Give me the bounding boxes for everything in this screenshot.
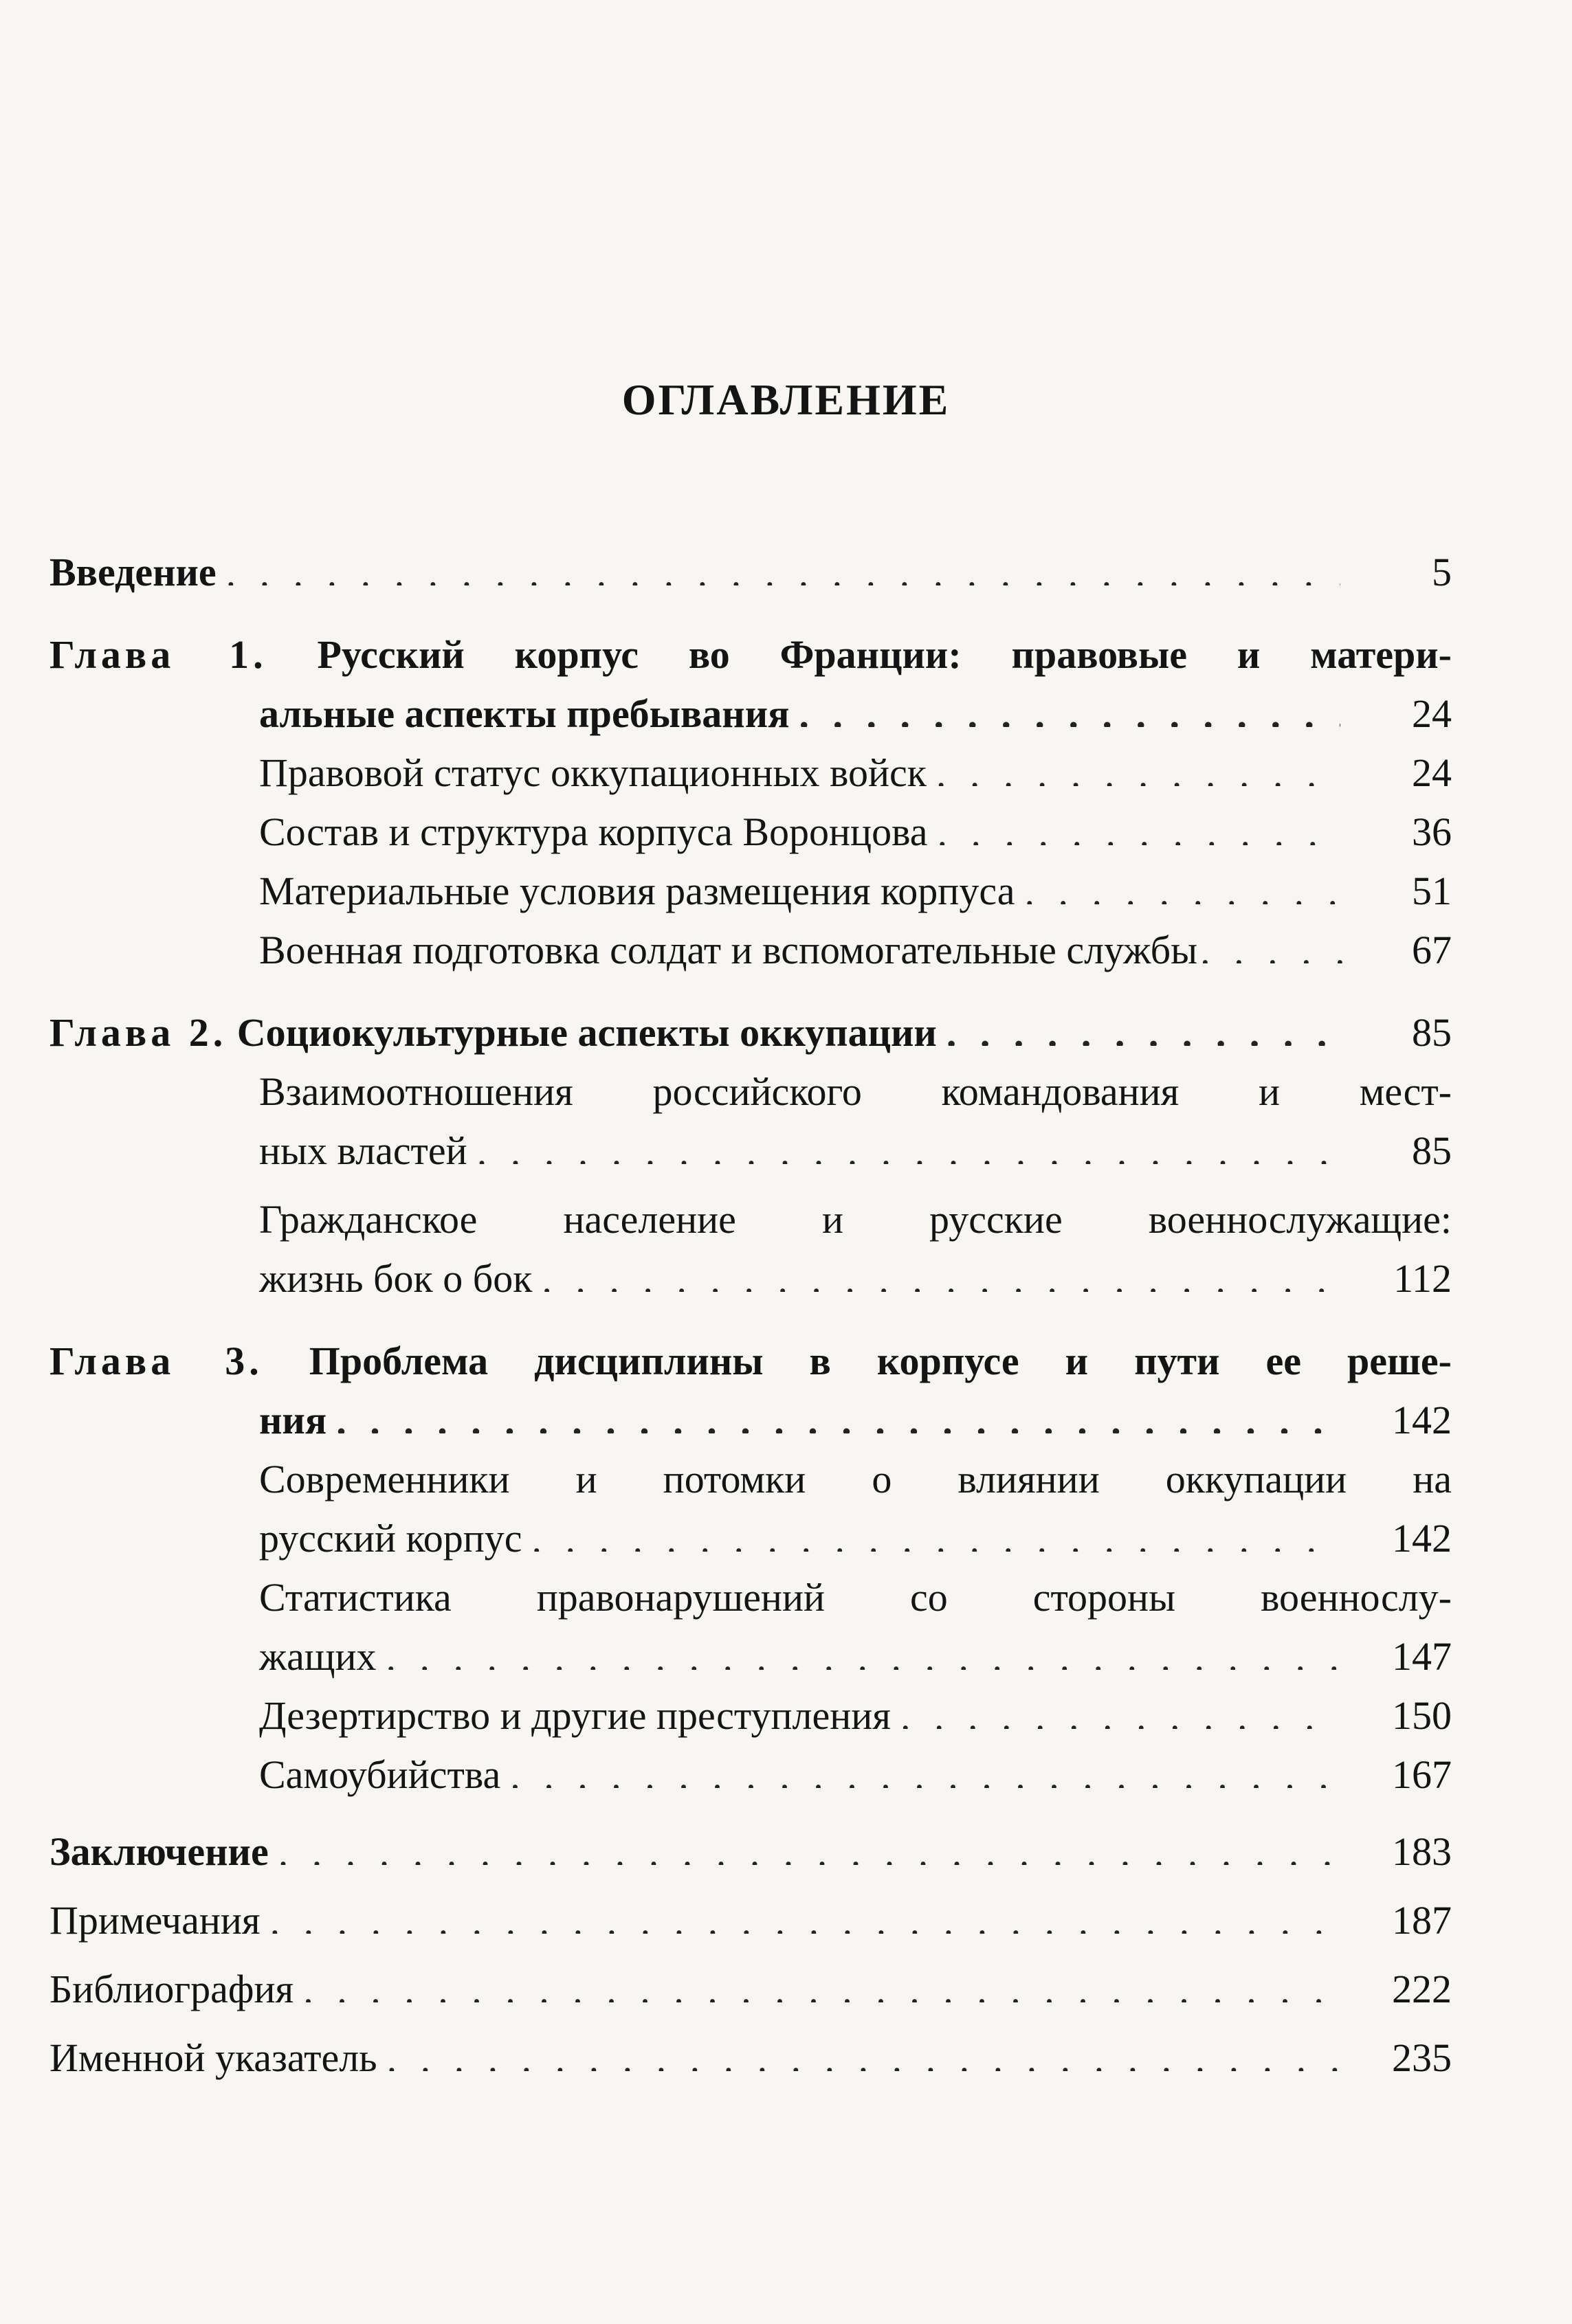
leader-dots (278, 1823, 1340, 1865)
toc-entry-section[interactable] (49, 1062, 1452, 1181)
toc-entry-section[interactable] (49, 1190, 1452, 1308)
leader-dots (946, 1004, 1340, 1046)
chapter-prefix: Глава 2. (49, 1010, 228, 1055)
page-number: 85 (1412, 1128, 1452, 1173)
toc-entry-conclusion[interactable] (49, 1822, 1452, 1881)
page-number: 222 (1392, 1967, 1452, 2011)
leader-dots (900, 1687, 1340, 1729)
page-number: 167 (1392, 1752, 1452, 1797)
page-number: 235 (1392, 2035, 1452, 2080)
chapter-title-line-1: Русский корпус во Франции: правовые и матери- (317, 632, 1452, 677)
leader-dots (270, 1892, 1340, 1934)
section-title-line-2: жизнь бок о бок (259, 1256, 533, 1301)
toc-entry-chapter-1[interactable] (49, 625, 1452, 744)
toc-entry-section[interactable] (49, 862, 1452, 921)
leader-dots (1200, 921, 1346, 963)
page-number: 36 (1412, 809, 1452, 854)
chapter-title-line-1: Социокультурные аспекты оккупации (236, 1010, 937, 1055)
section-title-line-2: ных властей (259, 1128, 467, 1173)
toc-entry-notes[interactable] (49, 1891, 1452, 1950)
chapter-prefix: Глава 1. (49, 632, 267, 677)
section-title-line-1: Современники и потомки о влиянии оккупации на (259, 1457, 1452, 1501)
toc-entry-intro[interactable] (49, 543, 1452, 602)
toc-chapter-line (49, 625, 1452, 684)
section-title: Дезертирство и другие преступления (259, 1693, 891, 1738)
page-number: 112 (1393, 1256, 1452, 1301)
toc-entry-chapter-2[interactable] (49, 1003, 1452, 1062)
toc-entry-index[interactable] (49, 2029, 1452, 2088)
leader-dots (387, 2029, 1340, 2071)
section-title-line-1: Статистика правонарушений со стороны военнослу- (259, 1575, 1452, 1620)
toc-entry-section[interactable] (49, 803, 1452, 862)
page-number: 150 (1392, 1693, 1452, 1738)
leader-dots (937, 803, 1340, 845)
leader-dots (226, 544, 1340, 585)
leader-dots (336, 1392, 1340, 1433)
chapter-title-line-2: альные аспекты пребывания (259, 691, 790, 736)
leader-dots (510, 1746, 1340, 1788)
leader-dots (799, 685, 1340, 727)
toc-entry-chapter-3[interactable] (49, 1332, 1452, 1450)
page-number: 24 (1412, 691, 1452, 736)
page-number: 5 (1432, 550, 1452, 594)
toc-label: Библиография (49, 1967, 294, 2011)
section-title: Состав и структура корпуса Воронцова (259, 809, 928, 854)
page-number: 183 (1392, 1829, 1452, 1874)
leader-dots (542, 1250, 1340, 1292)
leader-dots (532, 1510, 1341, 1552)
leader-dots (386, 1628, 1340, 1670)
toc-entry-section[interactable] (49, 1568, 1452, 1686)
page-number: 67 (1412, 928, 1452, 972)
toc-label: Именной указатель (49, 2035, 377, 2080)
chapter-title-line-2: ния (259, 1398, 327, 1442)
chapter-prefix: Глава 3. (49, 1339, 263, 1383)
toc-entry-section[interactable] (49, 1450, 1452, 1568)
page-number: 187 (1392, 1898, 1452, 1943)
toc-label: Примечания (49, 1898, 261, 1943)
toc-entry-bibliography[interactable] (49, 1960, 1452, 2019)
section-title: Военная подготовка солдат и вспомогательные службы (259, 928, 1198, 972)
page-number: 24 (1412, 750, 1452, 795)
section-title-line-1: Взаимоотношения российского командования и мест- (259, 1069, 1452, 1114)
toc-label: Введение (49, 550, 217, 594)
page-number: 51 (1412, 869, 1452, 913)
chapter-title-line-1: Проблема дисциплины в корпусе и пути ее реше- (309, 1339, 1452, 1383)
leader-dots (936, 744, 1340, 786)
toc-chapter-line (49, 1332, 1452, 1391)
page-number: 142 (1392, 1398, 1452, 1442)
section-title-line-2: жащих (259, 1634, 377, 1679)
toc-label: Заключение (49, 1829, 269, 1874)
page-number: 147 (1392, 1634, 1452, 1679)
toc-entry-section[interactable] (49, 744, 1452, 803)
toc-entry-section[interactable] (49, 1745, 1452, 1805)
leader-dots (1025, 862, 1340, 904)
page-title: ОГЛАВЛЕНИЕ (621, 375, 951, 424)
table-of-contents (49, 543, 1452, 2088)
section-title-line-1: Гражданское население и русские военнослужащие: (259, 1197, 1452, 1242)
leader-dots (303, 1960, 1340, 2002)
leader-dots (477, 1122, 1340, 1164)
toc-entry-section[interactable] (49, 1686, 1452, 1745)
page-number: 85 (1412, 1010, 1452, 1055)
section-title: Самоубийства (259, 1752, 501, 1797)
section-title: Правовой статус оккупационных войск (259, 750, 927, 795)
section-title-line-2: русский корпус (259, 1516, 522, 1561)
toc-entry-section[interactable] (49, 921, 1452, 980)
page-number: 142 (1392, 1516, 1452, 1561)
section-title: Материальные условия размещения корпуса (259, 869, 1015, 913)
